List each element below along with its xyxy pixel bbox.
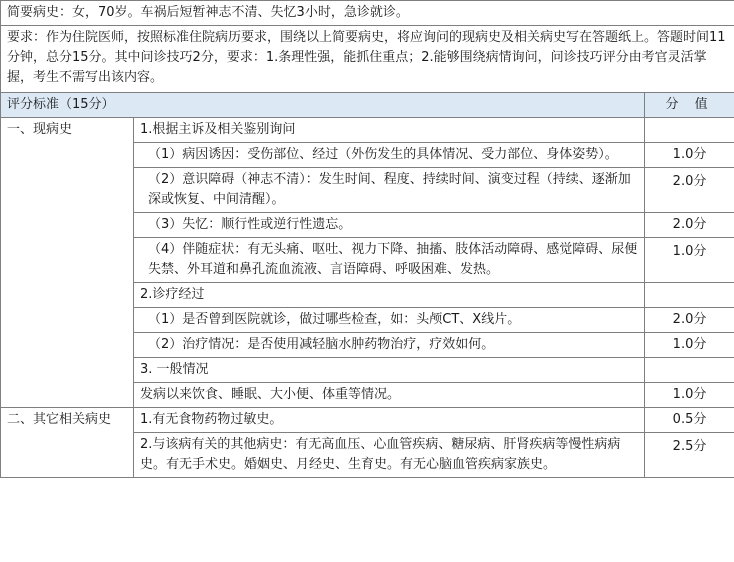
task-requirement: 要求：作为住院医师，按照标准住院病历要求，围绕以上简要病史，将应询问的现病史及相关病史写在答题纸上。答题时间11分钟，总分15分。其中问诊技巧2分，要求：1.条理性强，能抓住重点；2.能够围绕病情询问，问诊技巧评分由考官灵活掌握，考生不需写出该内容。	[1, 26, 734, 93]
section-other-history: 二、其它相关病史	[1, 408, 134, 478]
section-present-illness: 一、现病史	[1, 118, 134, 408]
criterion-text: （1）病因诱因：受伤部位、经过（外伤发生的具体情况、受力部位、身体姿势）。	[134, 143, 645, 168]
criterion-text: 3. 一般情况	[134, 358, 645, 383]
criterion-score: 2.0分	[645, 168, 734, 213]
criterion-text: 1.根据主诉及相关鉴别询问	[134, 118, 645, 143]
criterion-score: 1.0分	[645, 143, 734, 168]
criterion-text: （2）意识障碍（神志不清）：发生时间、程度、持续时间、演变过程（持续、逐渐加深或恢复、中间清醒）。	[134, 168, 645, 213]
criteria-header: 评分标准（15分）	[1, 93, 645, 118]
criterion-text: （4）伴随症状：有无头痛、呕吐、视力下降、抽搐、肢体活动障碍、感觉障碍、尿便失禁、外耳道和鼻孔流血流液、言语障碍、呼吸困难、发热。	[134, 238, 645, 283]
requirement-row	[1, 26, 734, 93]
summary-row	[1, 1, 734, 26]
criterion-score	[645, 118, 734, 143]
case-summary: 简要病史：女，70岁。车祸后短暂神志不清、失忆3小时，急诊就诊。	[1, 1, 734, 26]
criterion-score: 1.0分	[645, 238, 734, 283]
criterion-score: 2.0分	[645, 308, 734, 333]
table-row	[1, 118, 734, 143]
criterion-text: 2.与该病有关的其他病史：有无高血压、心血管疾病、糖尿病、肝肾疾病等慢性病病史。有无手术史。婚姻史、月经史、生育史。有无心脑血管疾病家族史。	[134, 433, 645, 478]
table-row	[1, 408, 734, 433]
criterion-text: （1）是否曾到医院就诊，做过哪些检查，如：头颅CT、X线片。	[134, 308, 645, 333]
criterion-text: 发病以来饮食、睡眠、大小便、体重等情况。	[134, 383, 645, 408]
criterion-text: （3）失忆：顺行性或逆行性遗忘。	[134, 213, 645, 238]
criterion-score: 2.0分	[645, 213, 734, 238]
criterion-score	[645, 358, 734, 383]
criterion-text: （2）治疗情况：是否使用减轻脑水肿药物治疗，疗效如何。	[134, 333, 645, 358]
criterion-text: 1.有无食物药物过敏史。	[134, 408, 645, 433]
criterion-score: 2.5分	[645, 433, 734, 478]
criterion-text: 2.诊疗经过	[134, 283, 645, 308]
score-header: 分 值	[645, 93, 734, 118]
criterion-score: 0.5分	[645, 408, 734, 433]
criterion-score: 1.0分	[645, 383, 734, 408]
table-header	[1, 93, 734, 118]
criterion-score: 1.0分	[645, 333, 734, 358]
criterion-score	[645, 283, 734, 308]
